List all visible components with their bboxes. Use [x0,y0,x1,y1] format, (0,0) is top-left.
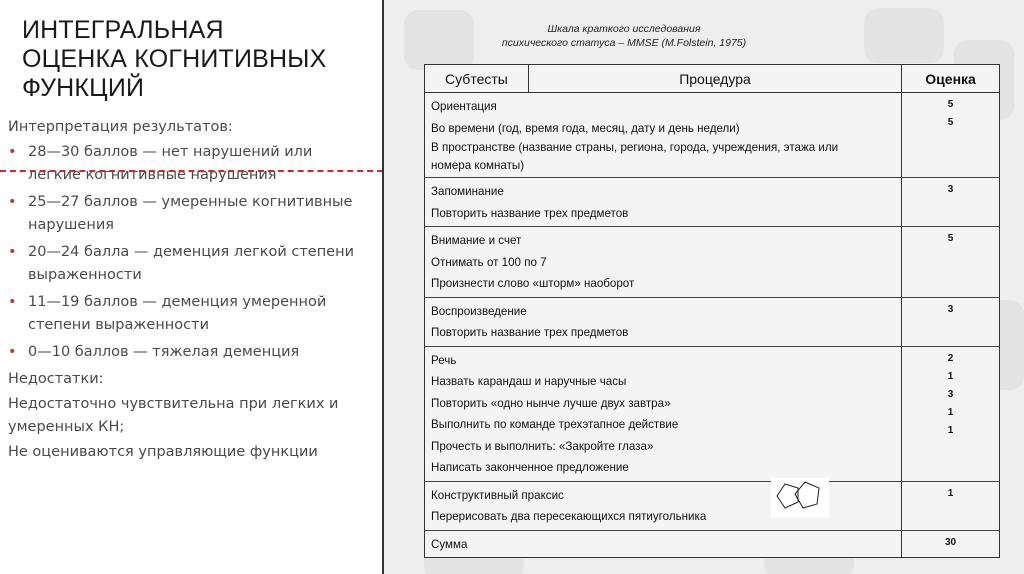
score-value: 5 [947,233,954,244]
procedure-line: Запоминание [431,185,504,198]
score-value: 1 [947,406,954,418]
mmse-table [424,64,1000,558]
procedure-line: В пространстве (название страны, региона, города, учреждения, этажа или [431,141,839,154]
drawback-text: Недостаточно чувствительна при легких и умеренных КН; [8,396,339,435]
drawback-text: Не оцениваются управляющие функции [8,444,318,460]
procedure-cell [425,93,902,178]
table-row [425,178,1000,227]
interpretation-label: Интерпретация результатов: [8,119,233,135]
table-row [425,530,1000,558]
table-row [425,93,1000,178]
bullet-icon: • [8,194,17,210]
document-title-line: Шкала краткого исследования [547,23,701,35]
score-value: 2 [947,352,954,364]
drawbacks-label: Недостатки: [8,371,104,387]
interpretation-text: 25—27 баллов — умеренные когнитивные нарушения [28,194,353,233]
table-row [425,227,1000,298]
slide-body [8,116,368,466]
score-value: 1 [947,487,954,499]
title-line: ОЦЕНКА КОГНИТИВНЫХ [22,45,327,73]
score-cell [902,227,1000,298]
table-header-row [425,65,1000,93]
procedure-line: Речь [431,353,457,367]
procedure-line: Перерисовать два пересекающихся пятиугольника [431,510,707,523]
interpretation-item [8,241,368,287]
header-subtests: Субтесты [425,65,529,93]
table-row [425,346,1000,481]
procedure-line: Во времени (год, время года, месяц, дату и день недели) [431,121,740,135]
procedure-cell [425,530,902,558]
score-cell [902,93,1000,178]
procedure-line: Повторить название трех предметов [431,326,629,339]
procedure-line: Произнести слово «шторм» наоборот [431,277,635,290]
header-procedure: Процедура [528,65,901,93]
procedure-line: Прочесть и выполнить: «Закройте глаза» [431,439,654,453]
bullet-icon: • [8,144,17,160]
procedure-line: Повторить название трех предметов [431,206,629,220]
procedure-line: Конструктивный праксис [431,488,564,502]
procedure-cell [425,227,902,298]
procedure-line: Отнимать от 100 по 7 [431,255,547,269]
intersecting-pentagons-icon [771,478,829,518]
procedure-line: Повторить «одно нынче лучше двух завтра» [431,396,671,410]
procedure-line: Написать законченное предложение [431,461,629,474]
score-value: 3 [947,388,954,400]
title-line: ИНТЕГРАЛЬНАЯ [22,16,224,44]
interpretation-text: 11—19 баллов — деменция умеренной степени выраженности [28,294,327,333]
procedure-line: Ориентация [431,100,497,113]
title-line: ФУНКЦИЙ [22,74,145,102]
slide-text-panel [0,0,383,574]
bullet-icon: • [8,294,17,310]
score-cell [902,297,1000,346]
score-value: 3 [947,303,954,315]
procedure-line: номера комнаты) [431,159,525,172]
interpretation-item [8,141,368,187]
bullet-icon: • [8,344,17,360]
score-value: 3 [947,184,954,195]
document-title-line: психического статуса – MMSE (M.Folstein, 1975) [501,37,747,49]
interpretation-text: 0—10 баллов — тяжелая деменция [28,344,300,360]
puzzle-piece [864,8,944,63]
score-cell [902,178,1000,227]
procedure-cell [425,481,902,530]
score-value: 30 [944,536,957,548]
interpretation-item [8,291,368,337]
red-dashed-line [0,170,383,172]
score-value: 1 [947,370,954,382]
procedure-line: Выполнить по команде трехэтапное действие [431,418,679,431]
table-row [425,481,1000,530]
procedure-cell [425,178,902,227]
procedure-line: Внимание и счет [431,234,522,247]
procedure-line: Назвать карандаш и наручные часы [431,375,627,388]
procedure-cell [425,297,902,346]
score-value: 1 [947,424,954,436]
bullet-icon: • [8,244,17,260]
score-cell [902,530,1000,558]
score-cell [902,346,1000,481]
interpretation-list [8,141,368,364]
slide-title [22,16,362,103]
score-value: 5 [947,117,954,128]
table-row [425,297,1000,346]
interpretation-text: 28—30 баллов — нет нарушений или легкие когнитивные нарушения [28,144,313,183]
procedure-line: Сумма [431,537,468,551]
interpretation-item [8,341,368,364]
document-title [404,22,844,50]
score-value: 5 [947,99,954,110]
interpretation-text: 20—24 балла — деменция легкой степени выраженности [28,244,355,283]
interpretation-item [8,191,368,237]
header-score: Оценка [902,65,1000,93]
procedure-line: Воспроизведение [431,304,527,318]
procedure-cell [425,346,902,481]
score-cell [902,481,1000,530]
